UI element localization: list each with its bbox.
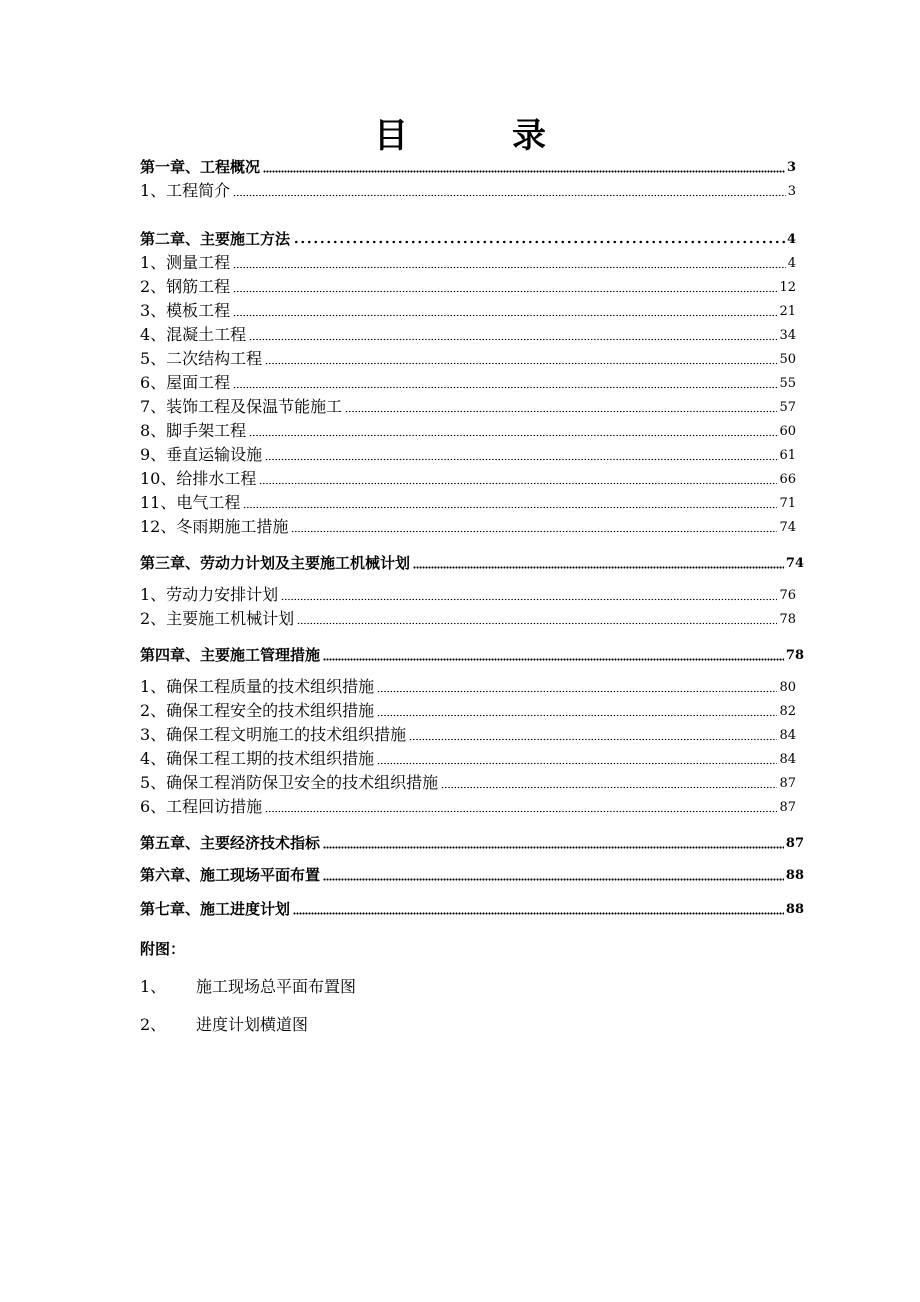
toc-entry-label: 第五章、主要经济技术指标: [140, 834, 321, 852]
toc-entry-page-number: 78: [785, 648, 804, 663]
toc-entry-page-number: 76: [779, 588, 796, 603]
toc-leader-dots: [265, 807, 777, 813]
toc-entry-label: 1、测量工程: [140, 253, 231, 272]
appendix-item-number: 1、: [140, 977, 167, 996]
toc-section-entry[interactable]: [140, 748, 796, 770]
toc-section-entry[interactable]: [140, 300, 796, 322]
toc-chapter-entry[interactable]: [140, 156, 796, 178]
toc-entry-label: 4、混凝土工程: [140, 325, 247, 344]
toc-section-entry[interactable]: [140, 444, 796, 466]
toc-entry-page-number: 66: [779, 472, 796, 487]
toc-leader-dots: [243, 503, 777, 509]
appendix-heading: 附图：: [140, 940, 186, 958]
toc-chapter-entry[interactable]: [140, 644, 804, 666]
toc-section-entry[interactable]: [140, 324, 796, 346]
toc-entry-label: 第三章、劳动力计划及主要施工机械计划: [140, 554, 411, 572]
toc-entry-page-number: 4: [786, 232, 796, 247]
toc-section-entry[interactable]: [140, 396, 796, 418]
title-char-2: 录: [512, 116, 546, 156]
toc-leader-dots: [263, 167, 785, 173]
toc-entry-label: 5、二次结构工程: [140, 349, 263, 368]
toc-entry-page-number: 4: [787, 256, 796, 271]
toc-entry-label: 2、钢筋工程: [140, 277, 231, 296]
toc-leader-dots: [441, 783, 777, 789]
toc-leader-dots: [265, 455, 777, 461]
toc-entry-label: 10、给排水工程: [140, 469, 257, 488]
toc-leader-dots: [259, 479, 777, 485]
toc-leader-dots: [249, 431, 777, 437]
toc-section-entry[interactable]: [140, 468, 796, 490]
toc-entry-page-number: 60: [779, 424, 796, 439]
toc-entry-label: 6、屋面工程: [140, 373, 231, 392]
toc-chapter-entry[interactable]: [140, 832, 804, 854]
toc-section-entry[interactable]: [140, 584, 796, 606]
toc-leader-dots: [293, 239, 785, 245]
toc-entry-page-number: 87: [779, 776, 796, 791]
toc-section-entry[interactable]: [140, 700, 796, 722]
toc-entry-label: 第七章、施工进度计划: [140, 900, 291, 918]
toc-section-entry[interactable]: [140, 608, 796, 630]
toc-entry-page-number: 87: [779, 800, 796, 815]
toc-entry-label: 第四章、主要施工管理措施: [140, 646, 321, 664]
toc-entry-page-number: 21: [779, 304, 796, 319]
toc-entry-label: 12、冬雨期施工措施: [140, 517, 289, 536]
toc-entry-label: 1、工程简介: [140, 181, 231, 200]
toc-leader-dots: [323, 875, 784, 881]
toc-entry-page-number: 84: [779, 728, 796, 743]
title-char-1: 目: [374, 116, 408, 156]
toc-section-entry[interactable]: [140, 492, 796, 514]
toc-entry-page-number: 50: [779, 352, 796, 367]
toc-entry-label: 8、脚手架工程: [140, 421, 247, 440]
toc-entry-label: 第一章、工程概况: [140, 158, 261, 176]
toc-leader-dots: [413, 563, 784, 569]
toc-entry-page-number: 82: [779, 704, 796, 719]
toc-chapter-entry[interactable]: [140, 864, 804, 886]
appendix-item-label: 进度计划横道图: [196, 1015, 309, 1034]
toc-leader-dots: [233, 263, 786, 269]
toc-leader-dots: [377, 687, 777, 693]
toc-section-entry[interactable]: [140, 772, 796, 794]
toc-entry-page-number: 88: [785, 868, 804, 883]
toc-entry-page-number: 80: [779, 680, 796, 695]
toc-entry-page-number: 74: [779, 520, 796, 535]
toc-entry-label: 1、劳动力安排计划: [140, 585, 279, 604]
toc-entry-page-number: 71: [779, 496, 796, 511]
toc-entry-label: 第六章、施工现场平面布置: [140, 866, 321, 884]
toc-entry-page-number: 74: [785, 556, 804, 571]
toc-leader-dots: [377, 759, 777, 765]
toc-entry-label: 5、确保工程消防保卫安全的技术组织措施: [140, 773, 439, 792]
toc-entry-label: 9、垂直运输设施: [140, 445, 263, 464]
toc-leader-dots: [377, 711, 777, 717]
toc-leader-dots: [233, 287, 777, 293]
appendix-item: [140, 976, 356, 998]
toc-section-entry[interactable]: [140, 276, 796, 298]
toc-leader-dots: [323, 655, 784, 661]
toc-section-entry[interactable]: [140, 252, 796, 274]
toc-section-entry[interactable]: [140, 724, 796, 746]
toc-entry-label: 3、确保工程文明施工的技术组织措施: [140, 725, 407, 744]
toc-entry-label: 11、电气工程: [140, 493, 241, 512]
toc-entry-page-number: 34: [779, 328, 796, 343]
toc-leader-dots: [293, 909, 784, 915]
toc-chapter-entry[interactable]: [140, 898, 804, 920]
toc-entry-label: 2、主要施工机械计划: [140, 609, 295, 628]
toc-leader-dots: [345, 407, 777, 413]
toc-leader-dots: [265, 359, 777, 365]
toc-section-entry[interactable]: [140, 348, 796, 370]
toc-entry-page-number: 3: [786, 160, 796, 175]
toc-entry-page-number: 3: [787, 184, 796, 199]
toc-section-entry[interactable]: [140, 516, 796, 538]
toc-entry-label: 7、装饰工程及保温节能施工: [140, 397, 343, 416]
toc-entry-label: 1、确保工程质量的技术组织措施: [140, 677, 375, 696]
toc-entry-label: 4、确保工程工期的技术组织措施: [140, 749, 375, 768]
toc-entry-page-number: 57: [779, 400, 796, 415]
toc-leader-dots: [233, 311, 777, 317]
appendix-item-number: 2、: [140, 1015, 167, 1034]
toc-leader-dots: [297, 619, 777, 625]
toc-leader-dots: [233, 191, 786, 197]
toc-section-entry[interactable]: [140, 676, 796, 698]
toc-leader-dots: [409, 735, 777, 741]
toc-entry-label: 3、模板工程: [140, 301, 231, 320]
toc-leader-dots: [249, 335, 777, 341]
toc-entry-page-number: 84: [779, 752, 796, 767]
toc-entry-page-number: 88: [785, 902, 804, 917]
toc-leader-dots: [233, 383, 777, 389]
toc-chapter-entry[interactable]: [140, 552, 804, 574]
toc-entry-page-number: 12: [779, 280, 796, 295]
toc-entry-page-number: 87: [785, 836, 804, 851]
toc-entry-page-number: 55: [779, 376, 796, 391]
page-title: [0, 112, 920, 160]
appendix-item: [140, 1014, 308, 1036]
toc-section-entry[interactable]: [140, 796, 796, 818]
toc-entry-label: 6、工程回访措施: [140, 797, 263, 816]
toc-section-entry[interactable]: [140, 420, 796, 442]
toc-section-entry[interactable]: [140, 372, 796, 394]
toc-entry-label: 2、确保工程安全的技术组织措施: [140, 701, 375, 720]
toc-entry-label: 第二章、主要施工方法: [140, 230, 291, 248]
toc-leader-dots: [291, 527, 777, 533]
toc-entry-page-number: 61: [779, 448, 796, 463]
toc-section-entry[interactable]: [140, 180, 796, 202]
toc-leader-dots: [281, 595, 777, 601]
appendix-item-label: 施工现场总平面布置图: [196, 977, 357, 996]
toc-entry-page-number: 78: [779, 612, 796, 627]
toc-chapter-entry[interactable]: [140, 228, 796, 250]
toc-leader-dots: [323, 843, 784, 849]
